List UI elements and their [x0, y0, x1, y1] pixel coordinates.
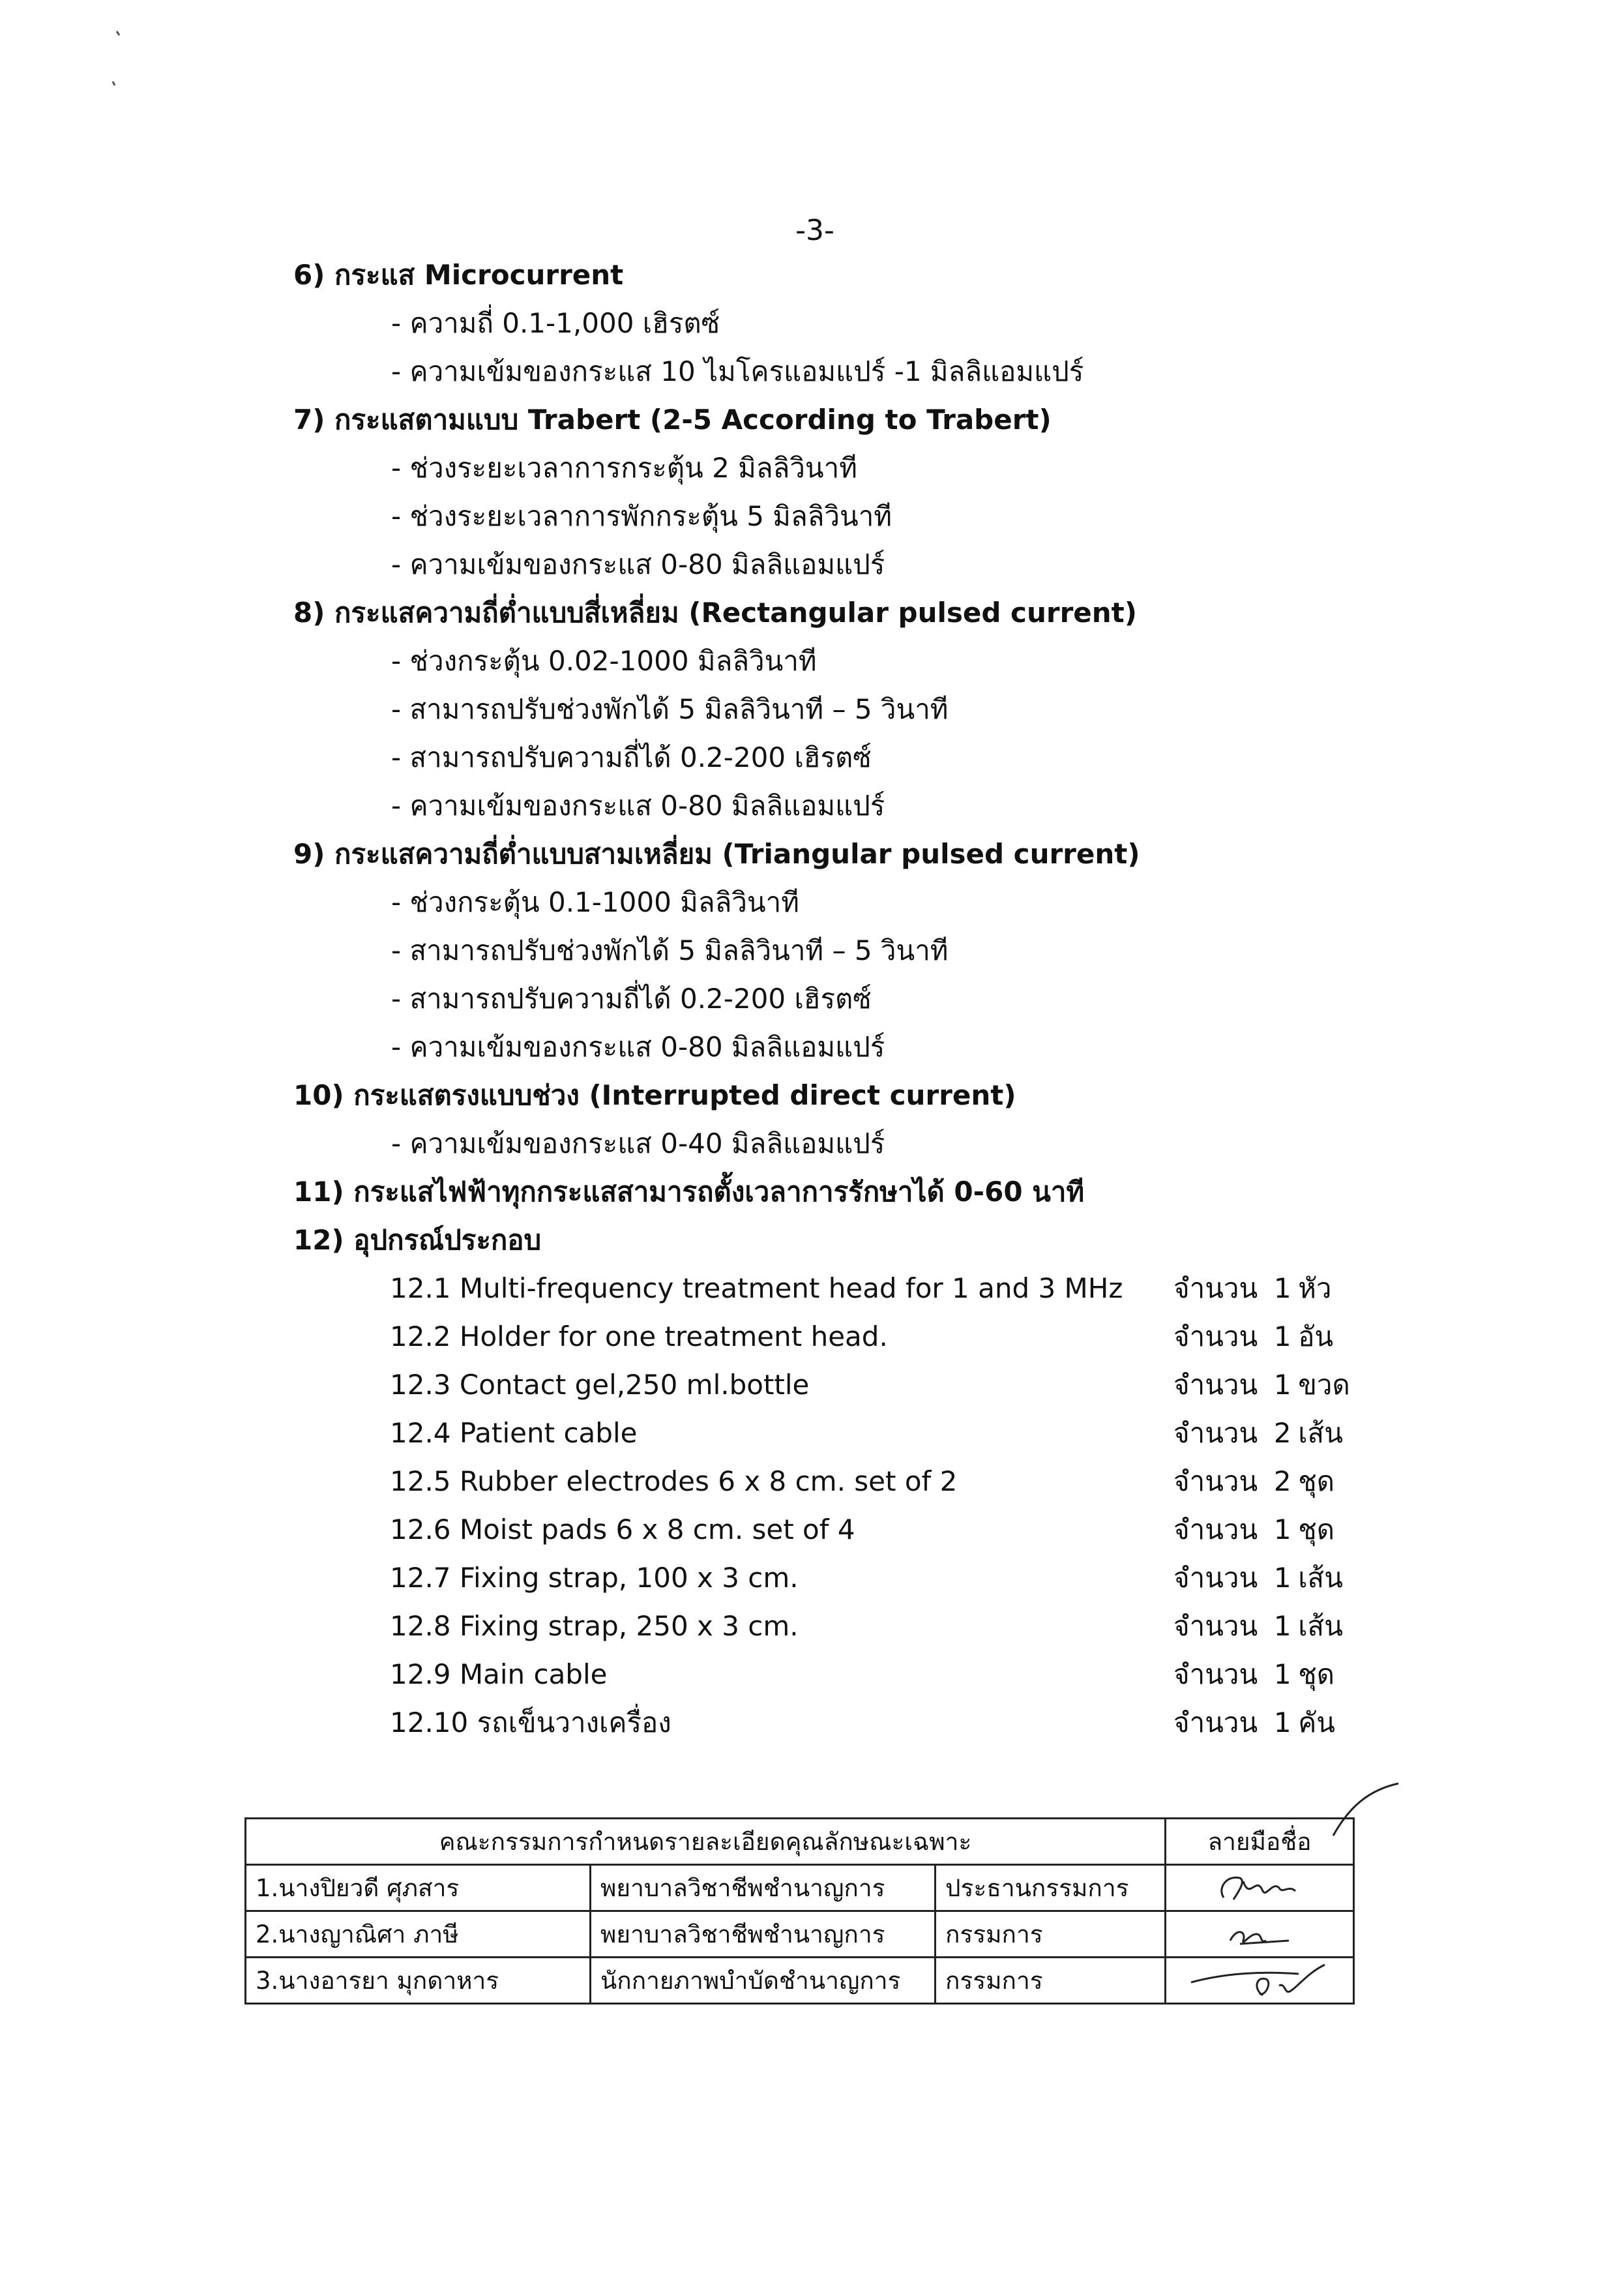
accessory-item: 12.3 Contact gel,250 ml.bottle — [390, 1369, 810, 1401]
accessory-item: 12.10 รถเข็นวางเครื่อง — [390, 1707, 671, 1738]
spec-item: - สามารถปรับช่วงพักได้ 5 มิลลิวินาที – 5 วินาที — [391, 693, 949, 725]
page-number: -3- — [795, 214, 834, 247]
spec-item: - สามารถปรับช่วงพักได้ 5 มิลลิวินาที – 5 วินาที — [391, 934, 949, 966]
accessory-quantity: จำนวน 1 หัว — [1173, 1272, 1332, 1304]
handwritten-signature — [1188, 1960, 1331, 2001]
signature-cell — [1166, 1958, 1354, 2004]
member-name: 2.นางญาณิศา ภาษี — [246, 1911, 591, 1958]
member-role: กรรมการ — [936, 1911, 1166, 1958]
committee-member-row — [246, 1911, 1354, 1958]
section-heading: 6) กระแส Microcurrent — [293, 259, 624, 291]
signature-header: ลายมือชื่อ — [1166, 1819, 1354, 1865]
spec-item: - สามารถปรับความถี่ได้ 0.2-200 เฮิรตซ์ — [391, 741, 872, 773]
member-role: ประธานกรรมการ — [936, 1865, 1166, 1911]
spec-item: - ช่วงกระตุ้น 0.02-1000 มิลลิวินาที — [391, 645, 817, 677]
spec-item: - ช่วงระยะเวลาการพักกระตุ้น 5 มิลลิวินาที — [391, 500, 892, 532]
accessory-quantity: จำนวน 2 ชุด — [1173, 1465, 1334, 1497]
accessory-quantity: จำนวน 1 คัน — [1173, 1707, 1336, 1738]
member-name: 3.นางอารยา มุกดาหาร — [246, 1958, 591, 2004]
accessory-item: 12.1 Multi-frequency treatment head for 1 and 3 MHz — [390, 1272, 1123, 1304]
member-position: พยาบาลวิชาชีพชำนาญการ — [591, 1865, 936, 1911]
handwritten-signature — [1211, 1868, 1308, 1907]
accessory-quantity: จำนวน 1 ชุด — [1173, 1658, 1334, 1690]
accessory-quantity: จำนวน 1 อัน — [1173, 1320, 1334, 1352]
signature-cell — [1166, 1911, 1354, 1958]
accessory-item: 12.8 Fixing strap, 250 x 3 cm. — [390, 1610, 799, 1642]
spec-item: - ความเข้มของกระแส 10 ไมโครแอมแปร์ -1 มิลลิแอมแปร์ — [391, 355, 1084, 387]
handwritten-signature — [1211, 1915, 1308, 1954]
accessory-quantity: จำนวน 1 ชุด — [1173, 1513, 1334, 1545]
committee-member-row — [246, 1865, 1354, 1911]
section-heading: 10) กระแสตรงแบบช่วง (Interrupted direct current) — [293, 1079, 1016, 1111]
accessory-item: 12.6 Moist pads 6 x 8 cm. set of 4 — [390, 1513, 855, 1545]
spec-item: - ช่วงระยะเวลาการกระตุ้น 2 มิลลิวินาที — [391, 452, 857, 484]
accessory-item: 12.9 Main cable — [390, 1658, 608, 1690]
member-role: กรรมการ — [936, 1958, 1166, 2004]
spec-item: - ช่วงกระตุ้น 0.1-1000 มิลลิวินาที — [391, 886, 799, 918]
section-heading: 7) กระแสตามแบบ Trabert (2-5 According to Trabert) — [293, 404, 1052, 436]
accessory-quantity: จำนวน 2 เส้น — [1173, 1417, 1343, 1449]
member-name: 1.นางปิยวดี ศุภสาร — [246, 1865, 591, 1911]
accessory-item: 12.5 Rubber electrodes 6 x 8 cm. set of 2 — [390, 1465, 958, 1497]
spec-item: - ความถี่ 0.1-1,000 เฮิรตซ์ — [391, 307, 720, 339]
spec-item: - สามารถปรับความถี่ได้ 0.2-200 เฮิรตซ์ — [391, 983, 872, 1015]
scan-speck — [108, 26, 127, 91]
section-heading: 9) กระแสความถี่ต่ำแบบสามเหลี่ยม (Triangular pulsed current) — [293, 838, 1140, 870]
spec-item: - ความเข้มของกระแส 0-80 มิลลิแอมแปร์ — [391, 1031, 885, 1063]
signature-cell — [1166, 1865, 1354, 1911]
spec-item: - ความเข้มของกระแส 0-80 มิลลิแอมแปร์ — [391, 548, 885, 580]
section-heading: 8) กระแสความถี่ต่ำแบบสี่เหลี่ยม (Rectangular pulsed current) — [293, 597, 1137, 629]
accessory-item: 12.2 Holder for one treatment head. — [390, 1320, 888, 1352]
spec-item: - ความเข้มของกระแส 0-40 มิลลิแอมแปร์ — [391, 1127, 885, 1159]
section-heading: 11) กระแสไฟฟ้าทุกกระแสสามารถตั้งเวลาการรักษาได้ 0-60 นาที — [293, 1176, 1085, 1208]
accessories-heading: 12) อุปกรณ์ประกอบ — [293, 1224, 542, 1256]
accessory-quantity: จำนวน 1 ขวด — [1173, 1369, 1350, 1401]
signature-flourish — [1330, 1780, 1402, 1839]
accessory-item: 12.4 Patient cable — [390, 1417, 638, 1449]
committee-header: คณะกรรมการกำหนดรายละเอียดคุณลักษณะเฉพาะ — [246, 1819, 1166, 1865]
committee-member-row — [246, 1958, 1354, 2004]
accessory-item: 12.7 Fixing strap, 100 x 3 cm. — [390, 1562, 799, 1594]
spec-item: - ความเข้มของกระแส 0-80 มิลลิแอมแปร์ — [391, 790, 885, 822]
accessory-quantity: จำนวน 1 เส้น — [1173, 1610, 1343, 1642]
accessory-quantity: จำนวน 1 เส้น — [1173, 1562, 1343, 1594]
member-position: นักกายภาพบำบัดชำนาญการ — [591, 1958, 936, 2004]
member-position: พยาบาลวิชาชีพชำนาญการ — [591, 1911, 936, 1958]
committee-header-row — [246, 1819, 1354, 1865]
committee-table — [244, 1817, 1355, 2005]
